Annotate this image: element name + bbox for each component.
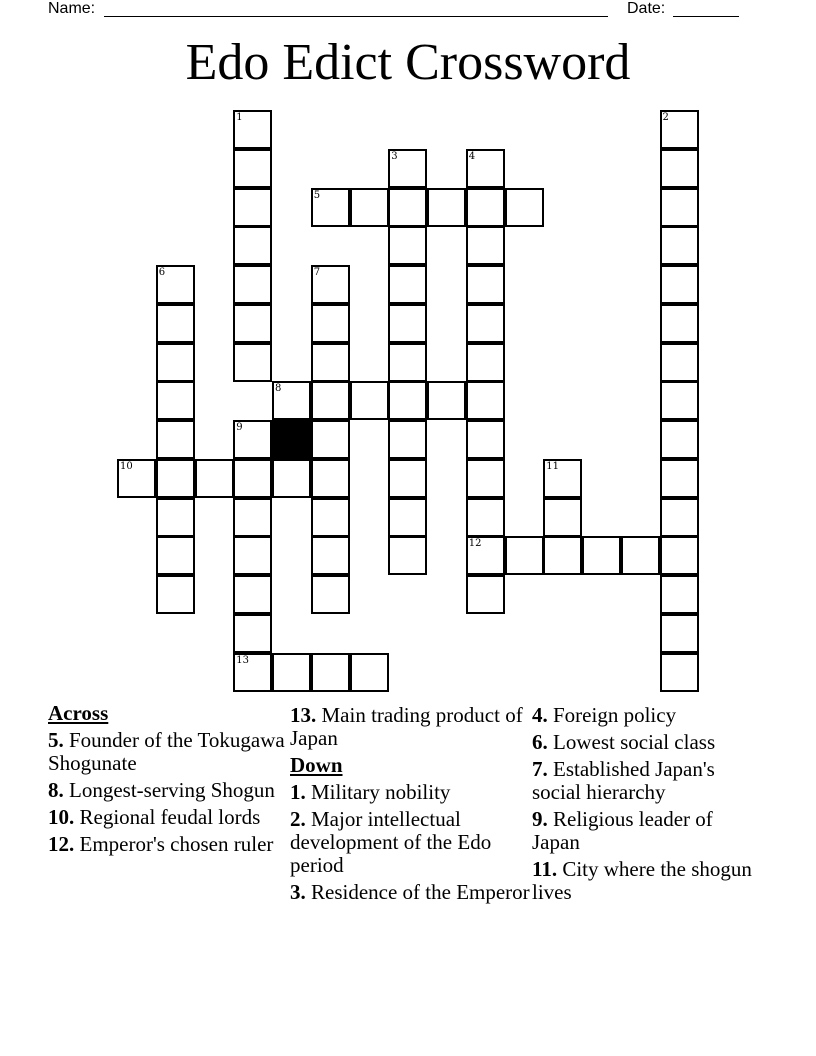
grid-cell-6[interactable] — [156, 265, 195, 304]
grid-cell[interactable] — [388, 420, 427, 459]
grid-cell[interactable] — [156, 343, 195, 382]
grid-cell[interactable] — [233, 498, 272, 537]
grid-cell[interactable] — [388, 536, 427, 575]
grid-cell[interactable] — [311, 536, 350, 575]
grid-cell[interactable] — [466, 343, 505, 382]
grid-cell[interactable] — [272, 459, 311, 498]
page-title: Edo Edict Crossword — [185, 34, 631, 91]
grid-cell[interactable] — [543, 536, 582, 575]
grid-cell[interactable] — [311, 381, 350, 420]
grid-cell[interactable] — [660, 381, 699, 420]
grid-cell[interactable] — [195, 459, 234, 498]
grid-cell-7[interactable] — [311, 265, 350, 304]
clue-number-label: 11 — [546, 460, 559, 472]
clue-down-2 — [290, 808, 530, 877]
clue-number-label: 12 — [468, 538, 482, 550]
grid-cell-4[interactable] — [466, 149, 505, 188]
clue-across-10 — [48, 806, 288, 829]
grid-cell[interactable] — [660, 149, 699, 188]
down-heading: Down — [290, 753, 343, 777]
grid-cell[interactable] — [466, 420, 505, 459]
grid-cell[interactable] — [660, 498, 699, 537]
grid-cell[interactable] — [233, 575, 272, 614]
clue-number-label: 4 — [468, 150, 476, 162]
grid-cell[interactable] — [388, 226, 427, 265]
clue-across-8 — [48, 779, 288, 802]
name-label: Name: — [48, 0, 96, 17]
clue-number-label: 2 — [662, 112, 669, 123]
clue-number-label: 9 — [236, 422, 243, 433]
grid-cell[interactable] — [233, 149, 272, 188]
grid-cell[interactable] — [233, 614, 272, 653]
clue-number: 12. — [48, 832, 75, 856]
grid-cell[interactable] — [156, 575, 195, 614]
clue-text: Residence of the Emperor — [305, 880, 530, 904]
grid-cell[interactable] — [388, 304, 427, 343]
clue-number: 4. — [532, 703, 548, 727]
grid-cell[interactable] — [311, 653, 350, 692]
grid-cell[interactable] — [505, 188, 544, 227]
clue-text: Emperor's chosen ruler — [74, 832, 274, 856]
grid-cell[interactable] — [350, 653, 389, 692]
grid-cell[interactable] — [156, 459, 195, 498]
clue-number-label: 7 — [313, 267, 321, 278]
clue-number: 3. — [290, 880, 306, 904]
grid-cell[interactable] — [233, 226, 272, 265]
clue-down-9 — [532, 808, 762, 854]
clue-number: 9. — [532, 807, 548, 831]
grid-cell[interactable] — [388, 459, 427, 498]
grid-cell[interactable] — [466, 188, 505, 227]
grid-cell[interactable] — [311, 343, 350, 382]
grid-cell[interactable] — [311, 575, 350, 614]
grid-cell-5[interactable] — [311, 188, 350, 227]
clue-number-label: 8 — [275, 383, 282, 395]
clue-text: Military nobility — [305, 780, 451, 804]
grid-cell[interactable] — [660, 536, 699, 575]
grid-cell[interactable] — [466, 459, 505, 498]
grid-cell-11[interactable] — [543, 459, 582, 498]
grid-cell-3[interactable] — [388, 149, 427, 188]
clue-text: Founder of the Tokugawa Shogunate — [48, 728, 285, 775]
clue-number-label: 5 — [313, 189, 321, 201]
clue-column-1 — [48, 702, 288, 860]
grid-cell[interactable] — [466, 498, 505, 537]
clue-across-5 — [48, 729, 288, 775]
grid-cell[interactable] — [660, 653, 699, 692]
clue-column-2 — [290, 702, 530, 908]
grid-cell[interactable] — [388, 381, 427, 420]
grid-cell[interactable] — [311, 304, 350, 343]
grid-cell[interactable] — [466, 575, 505, 614]
grid-cell[interactable] — [311, 420, 350, 459]
clue-text: Major intellectual development of the Edo period — [290, 807, 492, 877]
grid-cell[interactable] — [233, 536, 272, 575]
clue-column-3 — [532, 702, 762, 908]
grid-cell-10[interactable] — [117, 459, 156, 498]
clue-down-1 — [290, 781, 530, 804]
grid-cell[interactable] — [388, 343, 427, 382]
clue-number-label: 13 — [236, 654, 249, 666]
clue-number: 2. — [290, 807, 306, 831]
clue-across-12 — [48, 833, 288, 856]
clue-down-4 — [532, 704, 762, 727]
grid-cell[interactable] — [660, 188, 699, 227]
grid-cell-9[interactable] — [233, 420, 272, 459]
grid-cell[interactable] — [388, 265, 427, 304]
grid-cell[interactable] — [311, 498, 350, 537]
clue-number-label: 10 — [120, 460, 133, 472]
grid-cell[interactable] — [350, 188, 389, 227]
grid-cell[interactable] — [272, 653, 311, 692]
clue-number: 11. — [532, 857, 558, 881]
grid-cell[interactable] — [233, 343, 272, 382]
grid-cell[interactable] — [350, 381, 389, 420]
grid-cell[interactable] — [660, 343, 699, 382]
clue-text: Foreign policy — [547, 703, 677, 727]
date-field[interactable] — [673, 16, 739, 17]
grid-cell[interactable] — [660, 459, 699, 498]
grid-cell[interactable] — [233, 304, 272, 343]
grid-cell[interactable] — [466, 381, 505, 420]
grid-cell[interactable] — [543, 498, 582, 537]
grid-cell[interactable] — [156, 304, 195, 343]
clue-number-label: 6 — [158, 267, 166, 278]
clue-down-3 — [290, 881, 530, 904]
clue-number: 6. — [532, 730, 548, 754]
clue-text: Established Japan's social hierarchy — [532, 757, 715, 804]
grid-cell[interactable] — [660, 265, 699, 304]
clue-text: Regional feudal lords — [74, 805, 261, 829]
clue-number: 13. — [290, 703, 317, 727]
clue-text: Longest-serving Shogun — [63, 778, 275, 802]
grid-cell[interactable] — [156, 536, 195, 575]
clue-number: 10. — [48, 805, 75, 829]
grid-cell[interactable] — [621, 536, 660, 575]
date-label: Date: — [627, 0, 666, 17]
clue-down-6 — [532, 731, 762, 754]
clue-number-label: 3 — [391, 150, 398, 162]
grid-cell[interactable] — [660, 614, 699, 653]
grid-cell[interactable] — [427, 381, 466, 420]
grid-cell[interactable] — [582, 536, 621, 575]
clue-number: 5. — [48, 728, 64, 752]
clue-number: 1. — [290, 780, 306, 804]
clue-across-13 — [290, 704, 530, 750]
grid-cell[interactable] — [427, 188, 466, 227]
clue-down-11 — [532, 858, 762, 904]
grid-cell-1[interactable] — [233, 110, 272, 149]
grid-cell[interactable] — [505, 536, 544, 575]
grid-cell[interactable] — [156, 420, 195, 459]
grid-cell[interactable] — [156, 381, 195, 420]
grid-cell[interactable] — [466, 265, 505, 304]
clue-text: Religious leader of Japan — [532, 807, 713, 854]
clue-number: 8. — [48, 778, 64, 802]
clue-number: 7. — [532, 757, 548, 781]
grid-cell[interactable] — [660, 420, 699, 459]
grid-cell[interactable] — [233, 265, 272, 304]
header-line — [0, 0, 816, 22]
clue-text: Main trading product of Japan — [290, 703, 523, 750]
grid-cell[interactable] — [233, 459, 272, 498]
grid-cell[interactable] — [388, 188, 427, 227]
grid-cell[interactable] — [466, 304, 505, 343]
clue-down-7 — [532, 758, 762, 804]
grid-cell[interactable] — [660, 226, 699, 265]
grid-cell-13[interactable] — [233, 653, 272, 692]
grid-cell-12[interactable] — [466, 536, 505, 575]
clue-text: Lowest social class — [547, 730, 716, 754]
grid-cell[interactable] — [311, 459, 350, 498]
name-field[interactable] — [104, 16, 608, 17]
grid-cell[interactable] — [466, 226, 505, 265]
grid-cell-2[interactable] — [660, 110, 699, 149]
grid-cell[interactable] — [660, 304, 699, 343]
grid-cell[interactable] — [156, 498, 195, 537]
grid-cell-8[interactable] — [272, 381, 311, 420]
grid-cell-blocked — [272, 420, 311, 459]
clue-text: City where the shogun lives — [532, 857, 752, 904]
grid-cell[interactable] — [660, 575, 699, 614]
clue-number-label: 1 — [236, 112, 243, 123]
across-heading: Across — [48, 701, 109, 725]
grid-cell[interactable] — [388, 498, 427, 537]
grid-cell[interactable] — [233, 188, 272, 227]
